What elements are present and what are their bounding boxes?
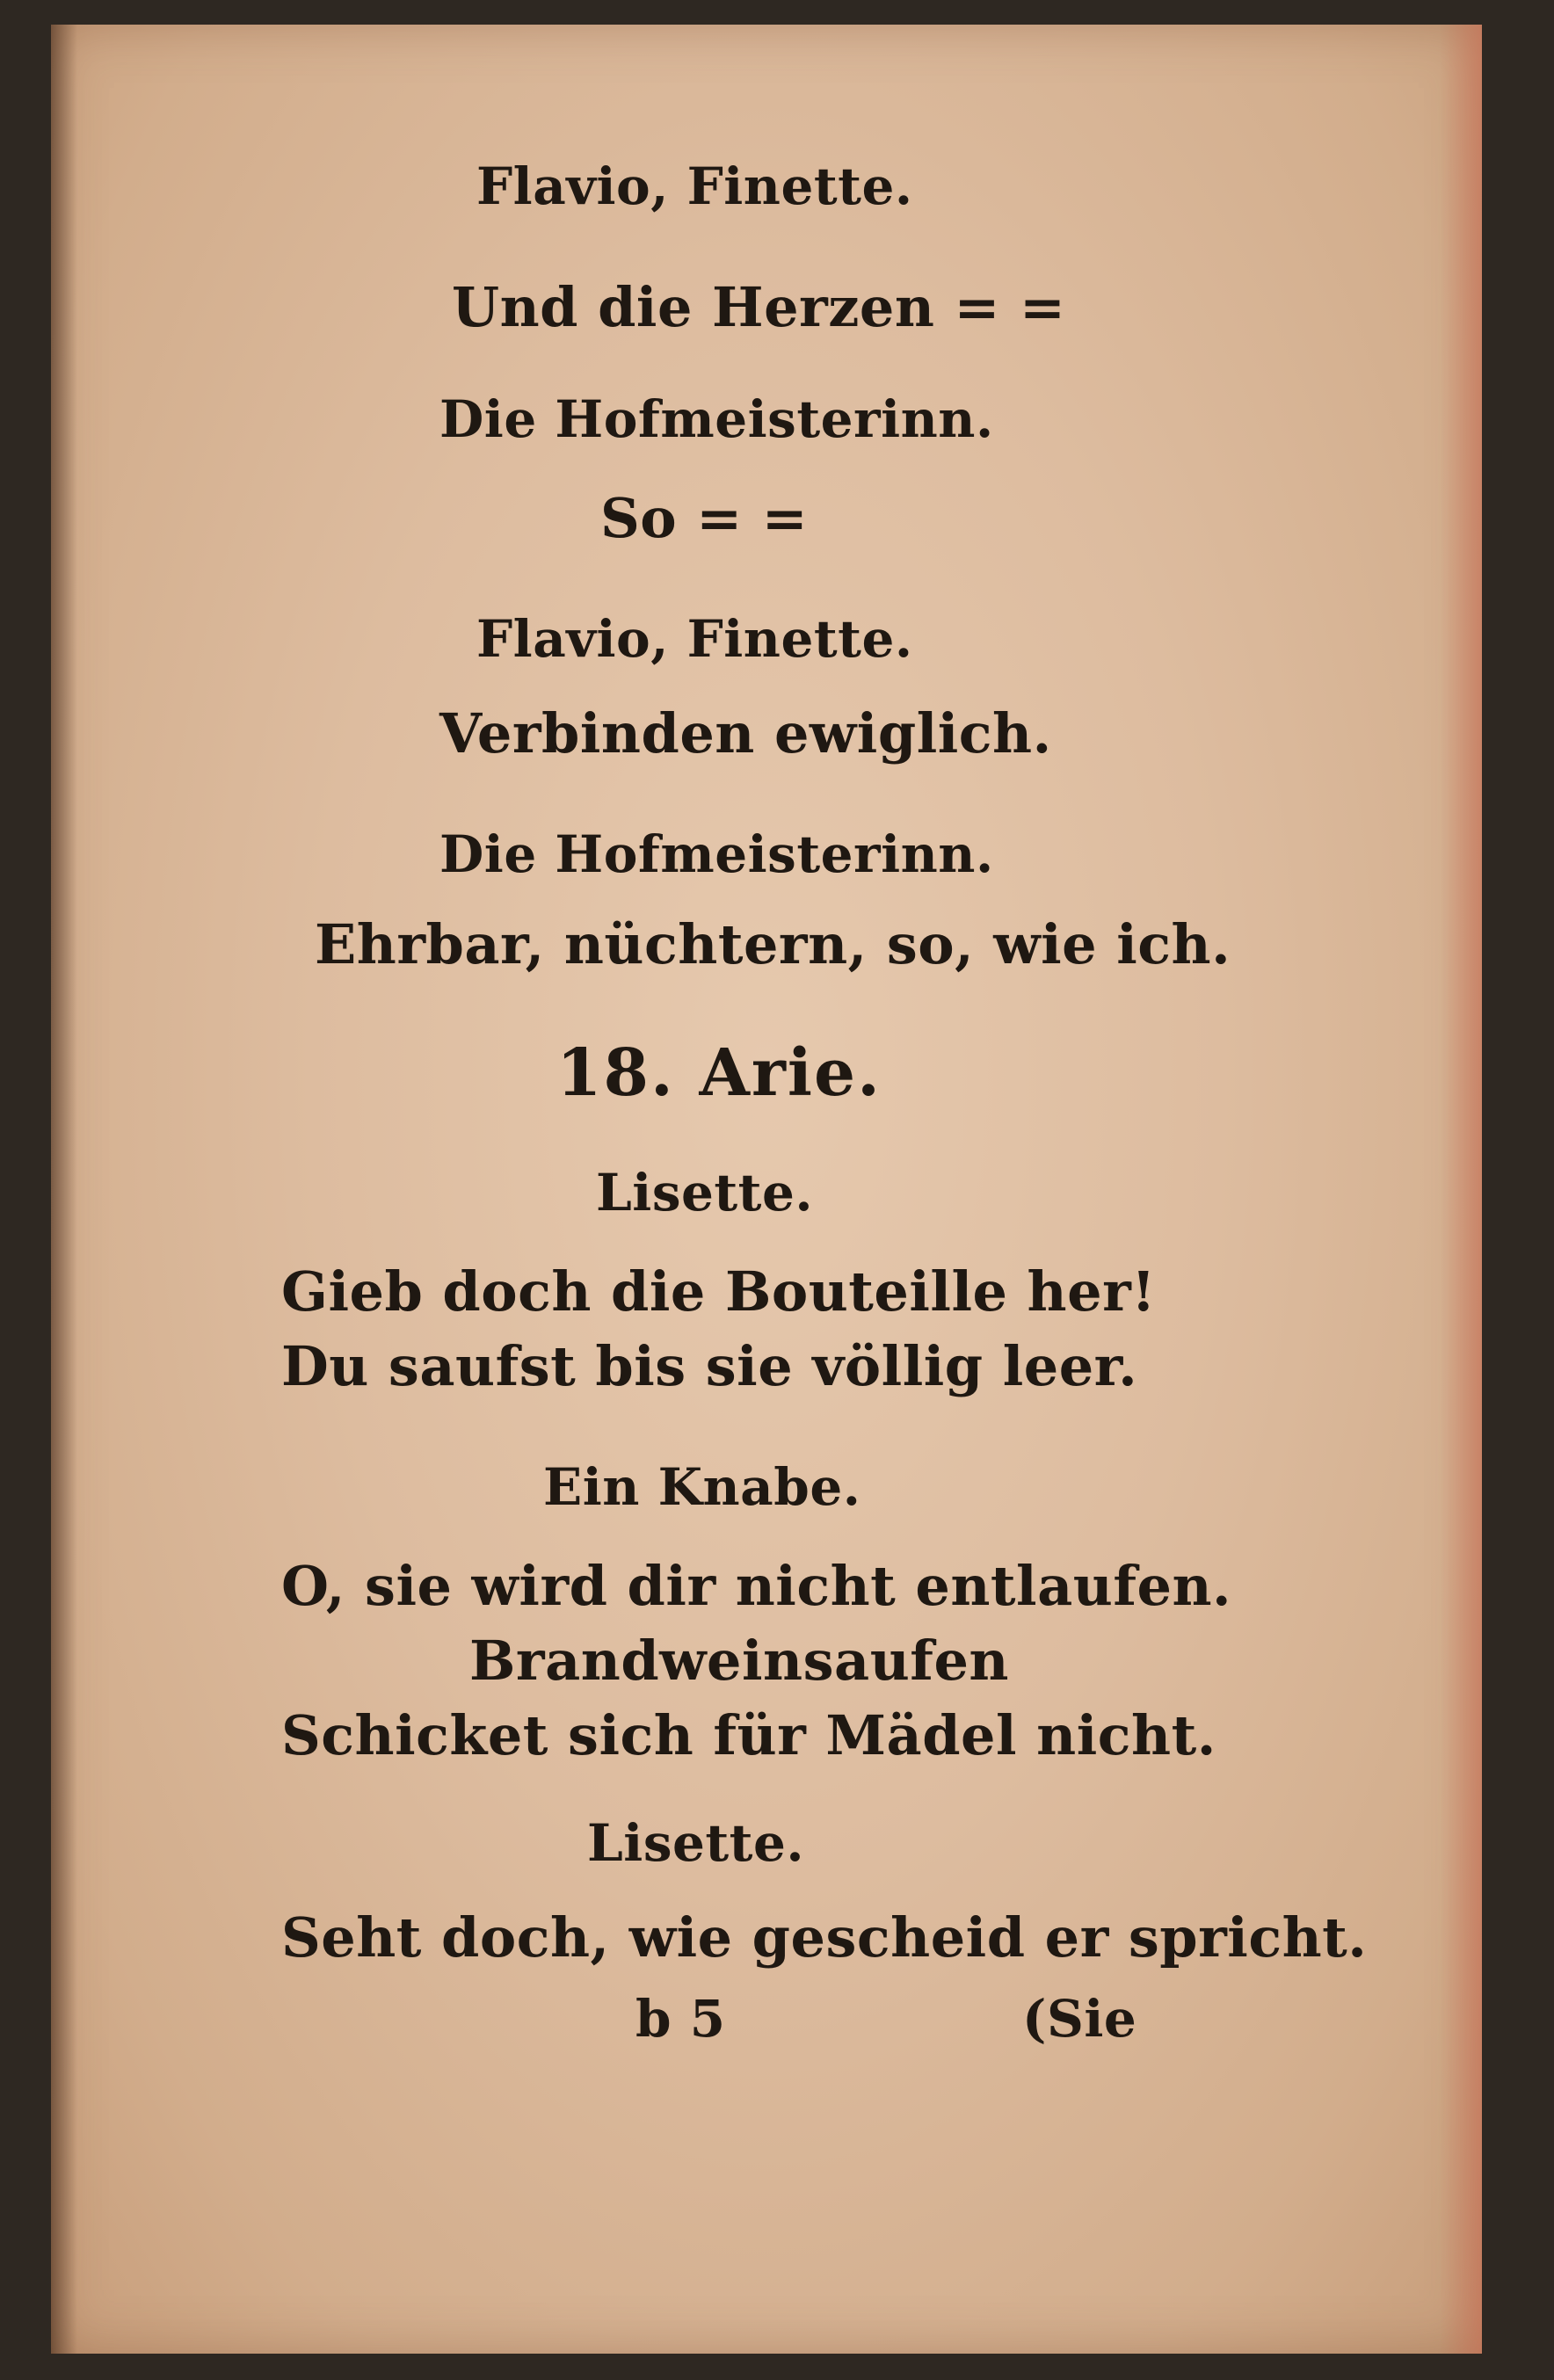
verse-line: So = = [600, 486, 809, 550]
verse-line: Und die Herzen = = [452, 275, 1066, 339]
catchword: (Sie [1022, 1989, 1137, 2049]
verse-line: Du saufst bis sie völlig leer. [281, 1334, 1138, 1398]
speaker-hofmeisterinn: Die Hofmeisterinn. [439, 389, 994, 449]
verse-line: Brandweinsaufen [469, 1629, 1009, 1693]
speaker-flavio-finette: Flavio, Finette. [476, 609, 913, 669]
page-text [51, 25, 1482, 2354]
speaker-knabe: Ein Knabe. [543, 1457, 861, 1517]
verse-line: O, sie wird dir nicht entlaufen. [281, 1554, 1232, 1618]
speaker-flavio-finette: Flavio, Finette. [476, 156, 913, 216]
book-page [51, 25, 1482, 2354]
verse-line: Gieb doch die Bouteille her! [281, 1259, 1156, 1324]
signature-mark: b 5 [635, 1989, 726, 2049]
verse-line: Schicket sich für Mädel nicht. [281, 1703, 1216, 1767]
speaker-lisette: Lisette. [587, 1813, 805, 1873]
verse-line: Ehrbar, nüchtern, so, wie ich. [315, 912, 1231, 976]
speaker-lisette: Lisette. [596, 1163, 814, 1223]
speaker-hofmeisterinn: Die Hofmeisterinn. [439, 824, 994, 884]
verse-line: Seht doch, wie gescheid er spricht. [281, 1905, 1368, 1970]
verse-line: Verbinden ewiglich. [439, 701, 1052, 766]
aria-heading: 18. Arie. [556, 1035, 882, 1111]
